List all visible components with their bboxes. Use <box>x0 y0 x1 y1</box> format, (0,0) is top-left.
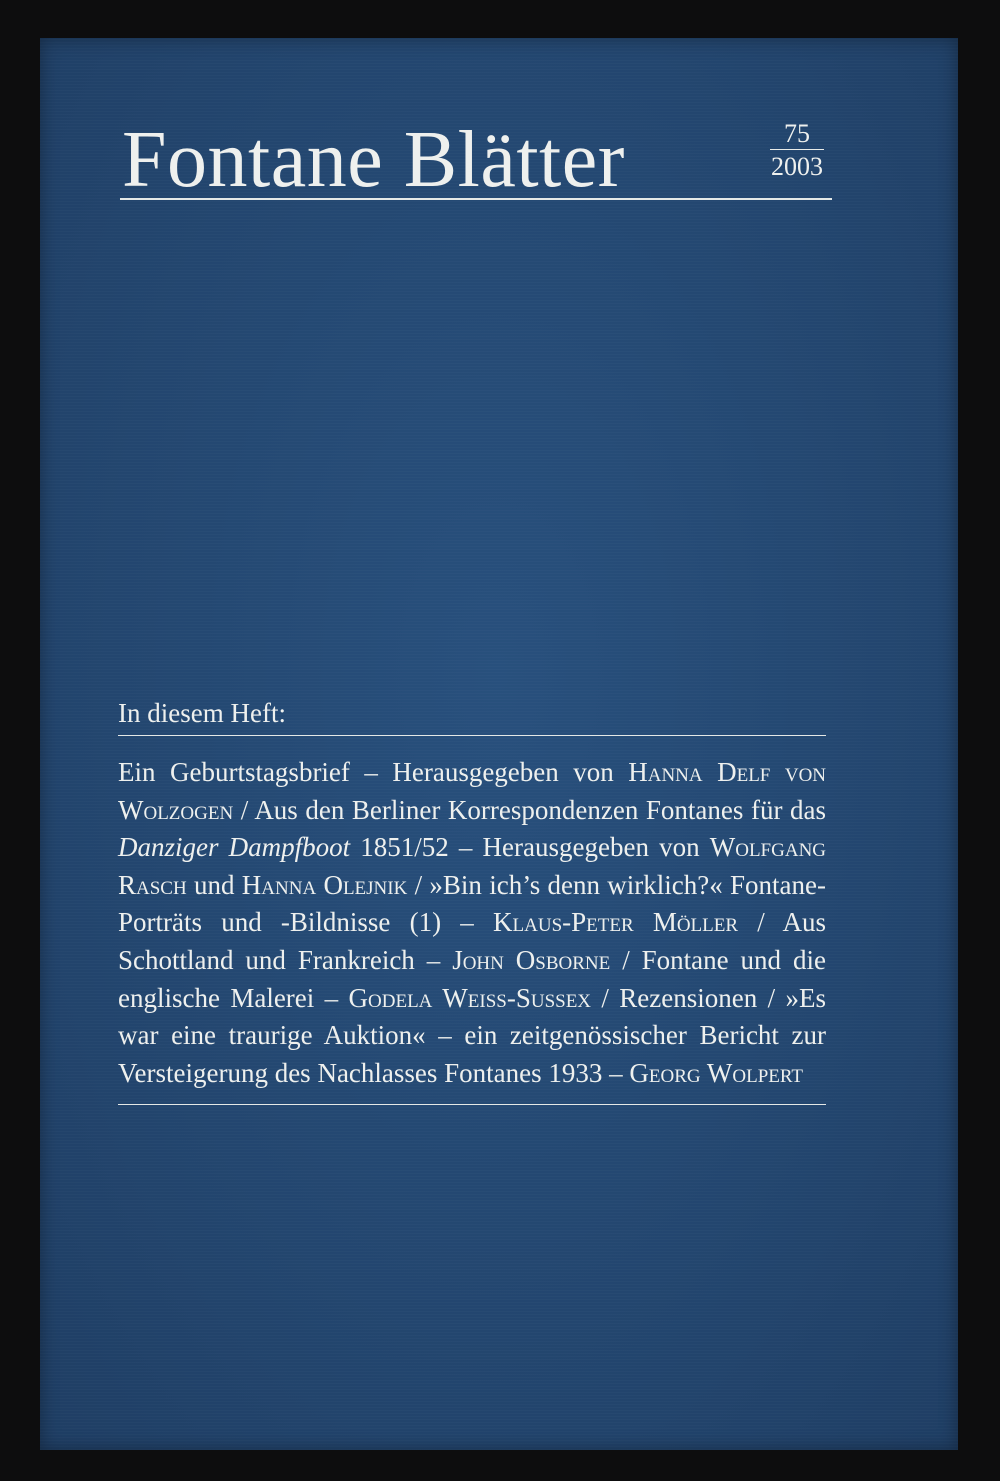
author-name: Hanna Delf von Wolzogen <box>118 757 827 825</box>
title-underline <box>120 198 832 200</box>
masthead <box>120 115 832 205</box>
contents-segment: Ein Geburtstagsbrief – Herausgegeben von <box>118 757 629 787</box>
author-name: John Osborne <box>452 944 611 975</box>
contents-segment: / »Bin ich’s denn wirklich?« Fontane-Porträts und -Bildnisse (1) – <box>118 869 826 938</box>
author-name: Wolfgang Rasch <box>118 832 827 900</box>
issue-designation <box>762 119 832 184</box>
contents-segment: / Aus den Berliner Korrespondenzen Fontanes für das <box>233 794 826 825</box>
contents-heading: In diesem Heft: <box>118 695 826 736</box>
author-name: Hanna Olejnik <box>241 869 408 900</box>
publication-title: Danziger Dampfboot <box>118 832 351 863</box>
issue-year: 2003 <box>771 152 823 181</box>
journal-title: Fontane Blätter <box>122 116 625 204</box>
author-name: Georg Wolpert <box>629 1057 804 1088</box>
contents-segment: / Rezensionen / »Es war eine traurige Auktion« – ein zeitgenössischer Bericht zur Versteigerung des Nachlasses Fontanes 1933 – <box>118 982 826 1088</box>
contents-section <box>118 695 826 1105</box>
author-name: Godela Weiss-Sussex <box>348 982 592 1013</box>
issue-number: 75 <box>770 119 824 150</box>
contents-segment: und <box>186 869 242 900</box>
contents-text <box>118 754 826 1105</box>
contents-segment: / Aus Schottland und Frankreich – <box>118 907 826 975</box>
contents-segment: 1851/52 – Herausgegeben von <box>350 832 710 863</box>
author-name: Klaus-Peter Möller <box>493 907 739 938</box>
contents-segment: / Fontane und die englische Malerei – <box>118 944 826 1013</box>
